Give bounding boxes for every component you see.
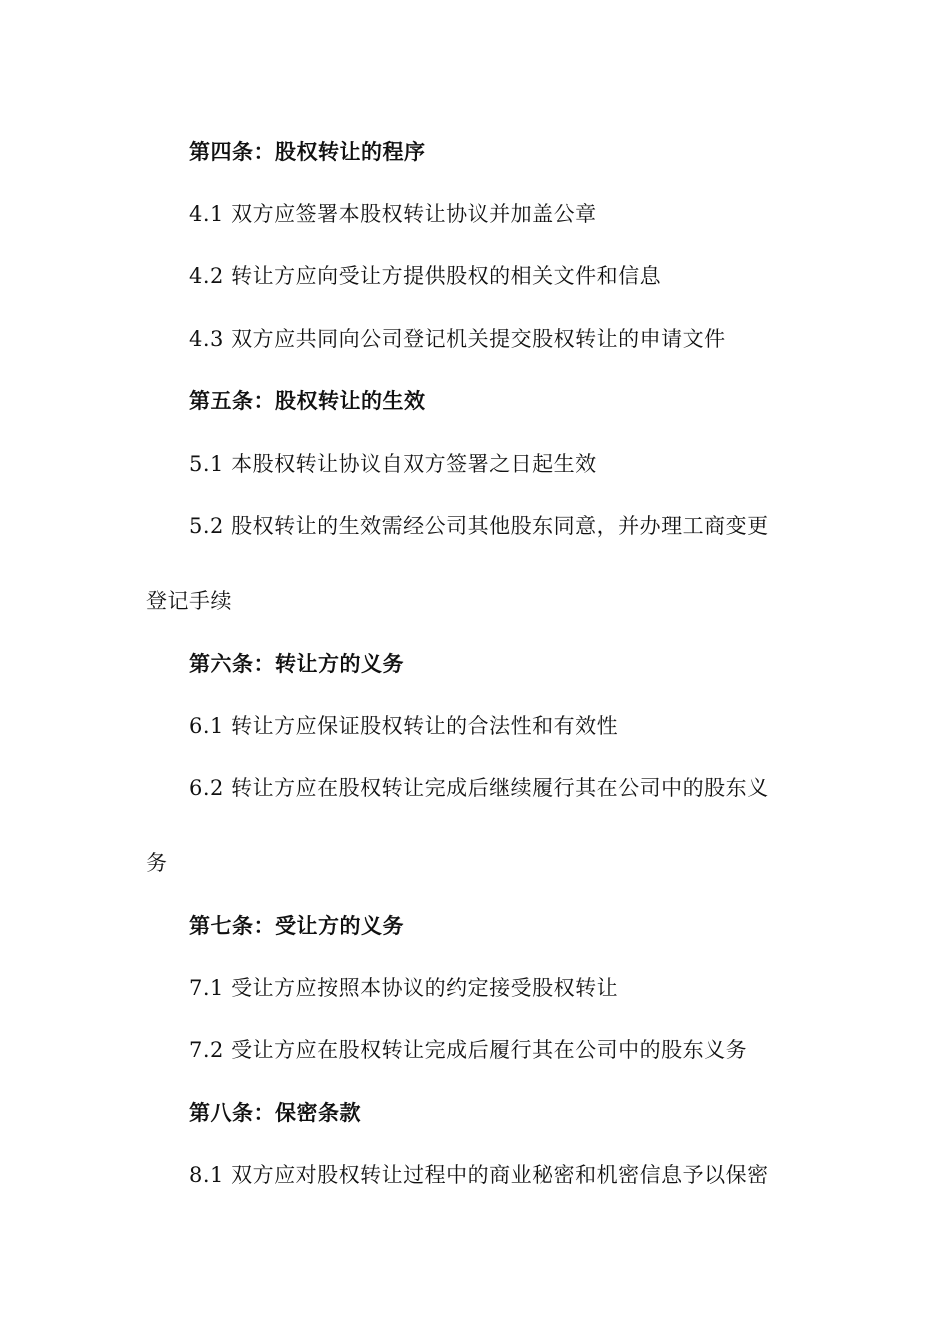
clause-4-2: 4.2 转让方应向受让方提供股权的相关文件和信息 bbox=[189, 264, 662, 288]
clause-5-1: 5.1 本股权转让协议自双方签署之日起生效 bbox=[189, 452, 597, 476]
clause-5-2: 5.2 股权转让的生效需经公司其他股东同意，并办理工商变更 bbox=[189, 514, 769, 538]
section-heading-6: 第六条：转让方的义务 bbox=[189, 652, 404, 676]
clause-4-3: 4.3 双方应共同向公司登记机关提交股权转让的申请文件 bbox=[189, 327, 726, 351]
section-heading-8: 第八条：保密条款 bbox=[189, 1101, 361, 1125]
clause-6-2-continuation: 务 bbox=[146, 851, 168, 875]
clause-6-2: 6.2 转让方应在股权转让完成后继续履行其在公司中的股东义 bbox=[189, 776, 769, 800]
clause-8-1: 8.1 双方应对股权转让过程中的商业秘密和机密信息予以保密 bbox=[189, 1163, 769, 1187]
section-heading-5: 第五条：股权转让的生效 bbox=[189, 389, 426, 413]
section-heading-7: 第七条：受让方的义务 bbox=[189, 914, 404, 938]
clause-4-1: 4.1 双方应签署本股权转让协议并加盖公章 bbox=[189, 202, 597, 226]
clause-7-2: 7.2 受让方应在股权转让完成后履行其在公司中的股东义务 bbox=[189, 1038, 748, 1062]
section-heading-4: 第四条：股权转让的程序 bbox=[189, 140, 426, 164]
clause-6-1: 6.1 转让方应保证股权转让的合法性和有效性 bbox=[189, 714, 619, 738]
clause-7-1: 7.1 受让方应按照本协议的约定接受股权转让 bbox=[189, 976, 619, 1000]
clause-5-2-continuation: 登记手续 bbox=[146, 589, 232, 613]
